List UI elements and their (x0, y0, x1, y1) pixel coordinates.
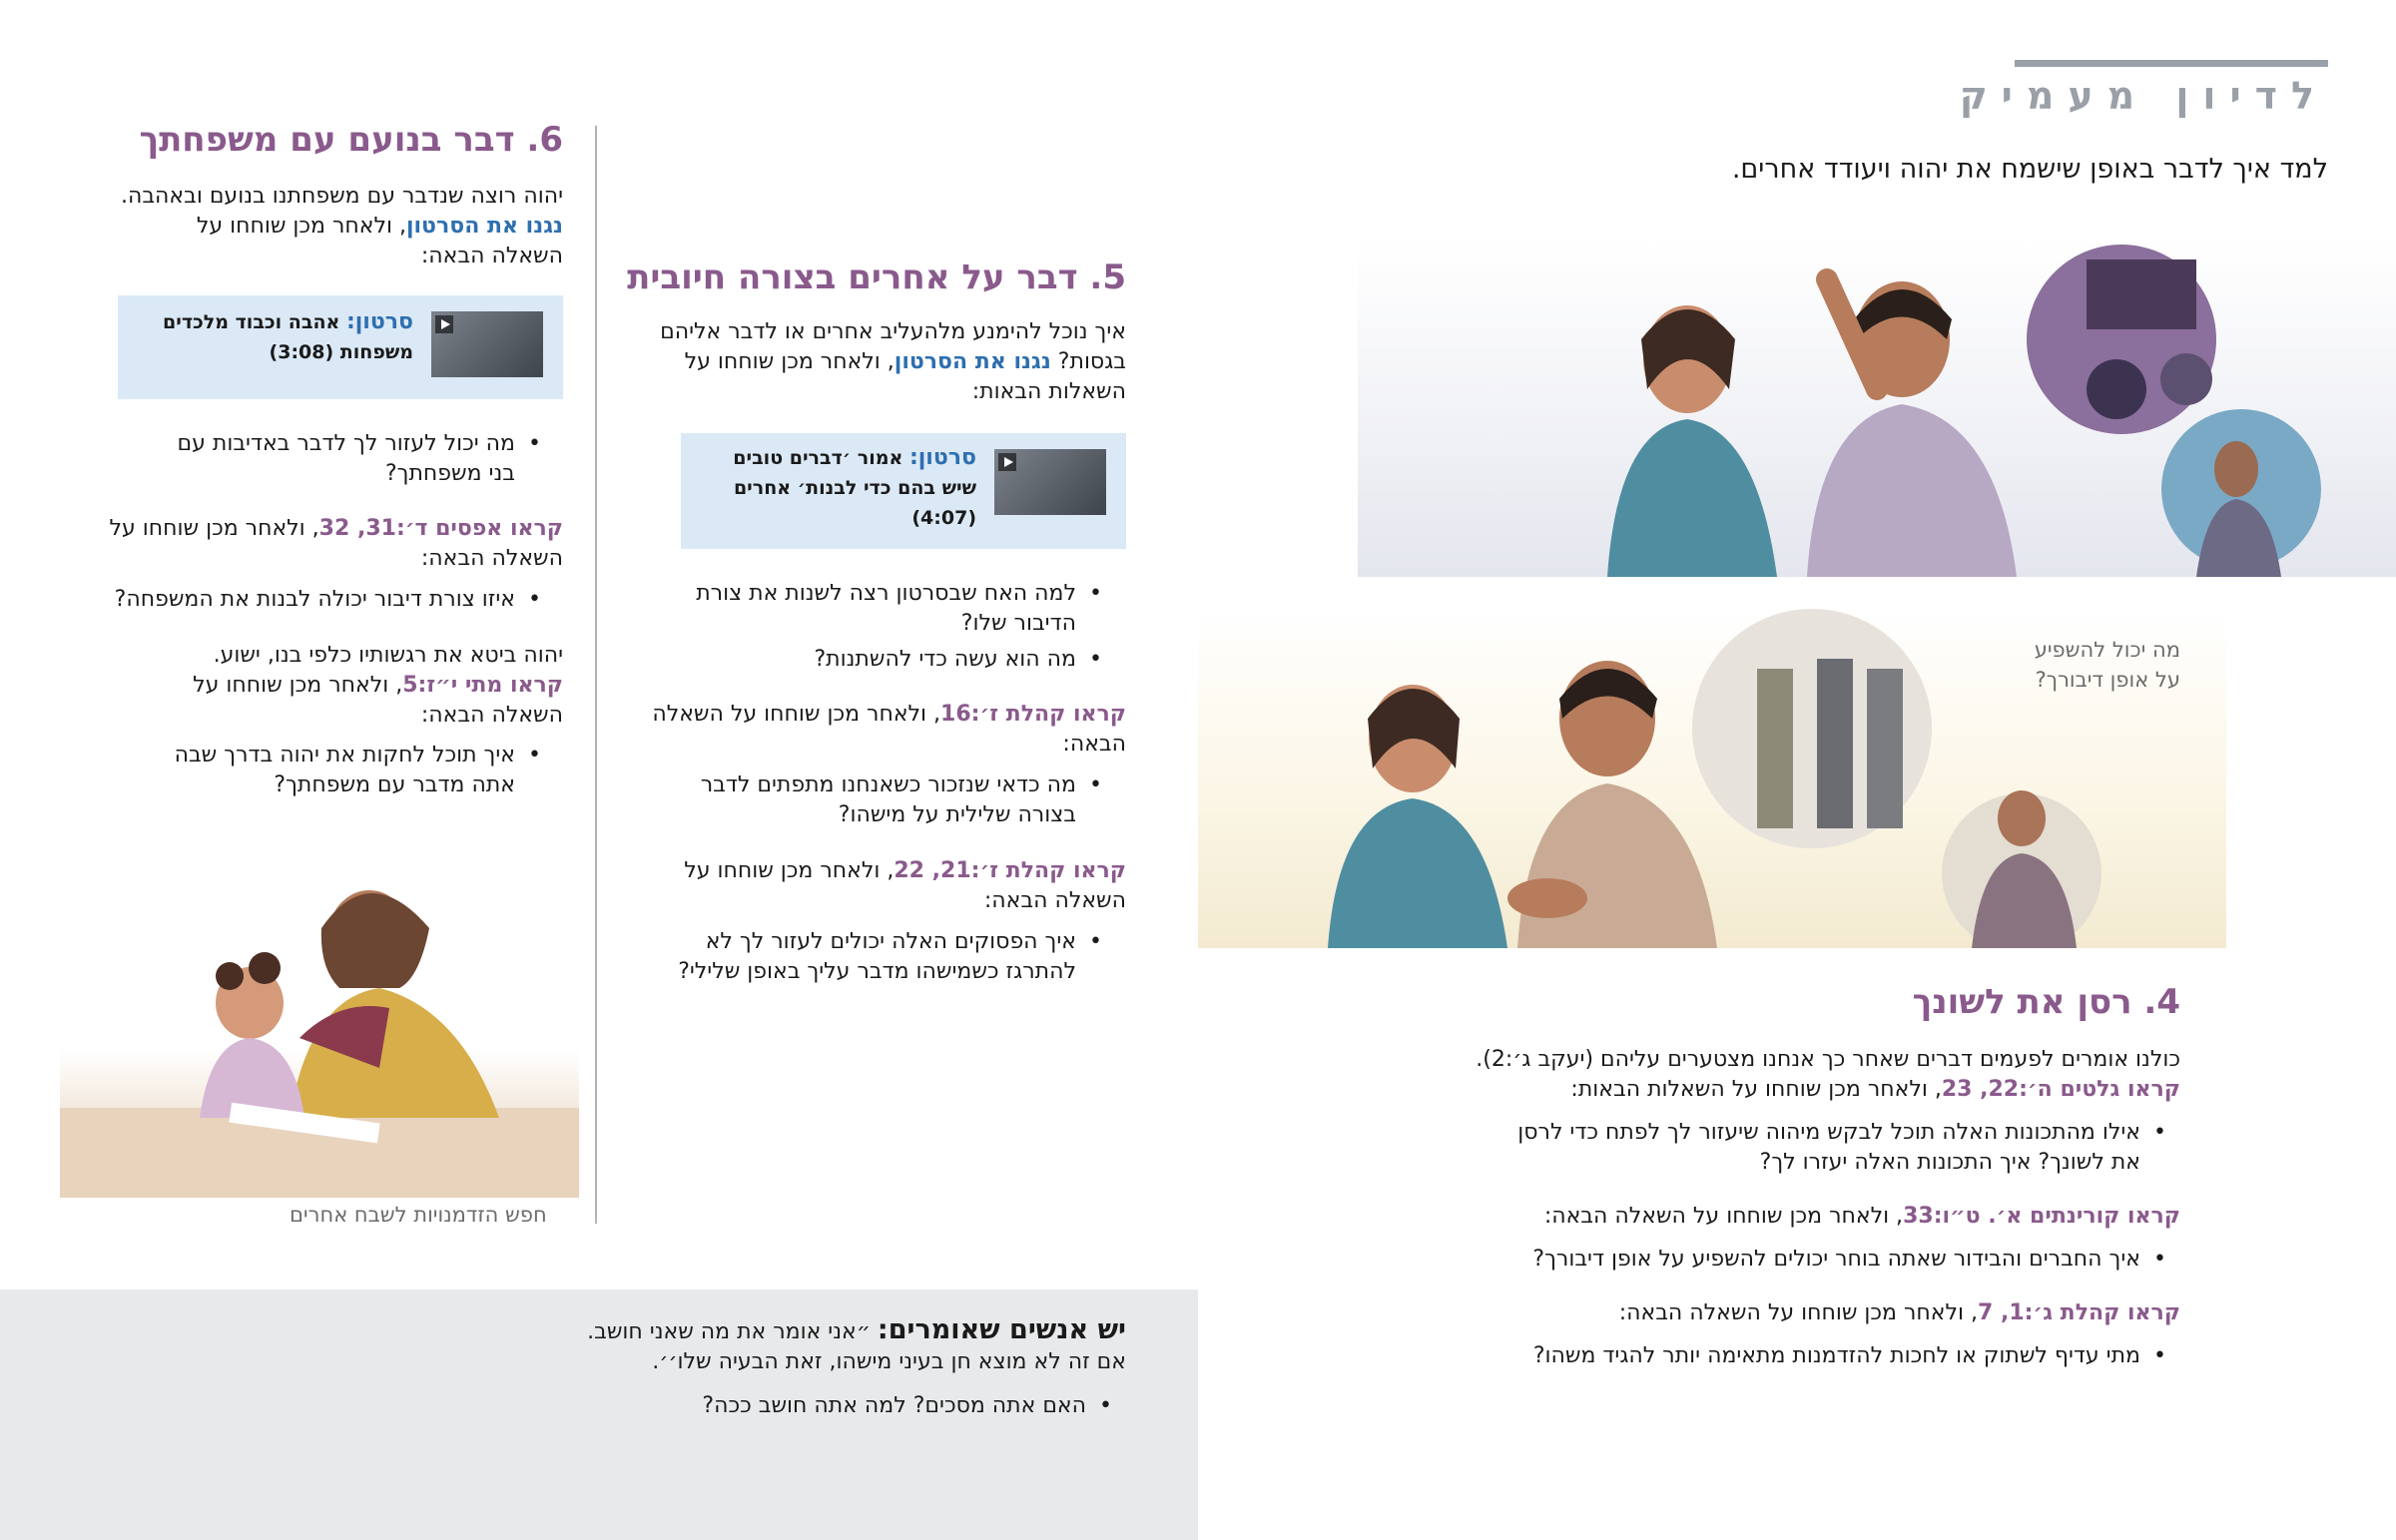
instruction-text: השאלה הבאה: (983, 888, 1126, 913)
section-5-paragraph (660, 317, 1126, 407)
question-bullet (175, 741, 515, 800)
question-line: • האם אתה מסכים? למה אתה חושב ככה? (702, 1393, 1086, 1418)
paragraph-line: יהוה רוצה שנדבר עם משפחתנו בנועם ובאהבה. (120, 184, 563, 209)
section-6-heading: 6. דבר בנועם עם משפחתך (139, 120, 563, 160)
video-title-line: שיש בהם כדי לבנות׳ אחרים (733, 477, 976, 499)
discussion-quote-line: אם זה לא מוצא חן בעיני מישהו, זאת הבעיה שלו׳׳. (652, 1349, 1126, 1374)
question-bullet (701, 770, 1076, 830)
section-5-read-2 (684, 856, 1126, 916)
illustration-caption (2035, 635, 2180, 695)
column-divider (595, 126, 597, 1224)
paragraph-line: איך נוכל להימנע מלהעליב אחרים או לדבר אליהם (660, 319, 1126, 344)
question-line: • איך תוכל לחקות את יהוה בדרך שבה (174, 743, 515, 768)
discussion-lead: יש אנשים שאומרים: (877, 1314, 1126, 1345)
play-icon[interactable] (998, 453, 1016, 471)
scripture-link[interactable]: קראו גלטים ה׳:22, 23 (1941, 1077, 2180, 1102)
scripture-link[interactable]: קראו קהלת ז׳:21, 22 (894, 858, 1126, 883)
instruction-text: , ולאחר מכן שוחחו על השאלה הבאה: (1543, 1204, 1904, 1229)
intro-text: למד איך לדבר באופן שישמח את יהוה ויעודד אחרים. (1731, 154, 2328, 185)
question-bullet (702, 1391, 1086, 1421)
video-title (733, 443, 976, 533)
video-title (163, 307, 413, 367)
illustration-arguing-couple (1358, 240, 2396, 577)
instruction-text: השאלה הבאה: (420, 546, 563, 571)
instruction-text: , ולאחר מכן שוחחו על השאלות הבאות: (1570, 1077, 1942, 1102)
paragraph-text: , ולאחר מכן שוחחו על (196, 214, 406, 239)
question-line: הדיבור שלו? (960, 611, 1076, 636)
paragraph-line (121, 212, 563, 242)
question-bullet (1532, 1245, 2140, 1275)
question-bullet (1517, 1118, 2140, 1178)
question-line: בני משפחתך? (384, 461, 515, 486)
question-line: את לשונך? איך התכונות האלה יעזרו לך? (1759, 1150, 2140, 1175)
video-box[interactable] (681, 433, 1126, 549)
illustration-caption: חפש הזדמנויות לשבח אחרים (290, 1203, 547, 1227)
paragraph-line (660, 347, 1126, 377)
paragraph-line: השאלות הבאות: (971, 379, 1126, 404)
section-5-heading: 5. דבר על אחרים בצורה חיובית (627, 257, 1126, 297)
section-4-read-1 (1570, 1075, 2180, 1105)
question-line: • מה כדאי שנזכור כשאנחנו מתפתים לדבר (700, 772, 1076, 797)
question-line: • למה האח שבסרטון רצה לשנות את צורת (696, 581, 1076, 606)
video-duration: (4:07) (911, 507, 976, 529)
question-line: בצורה שלילית על מישהו? (838, 802, 1076, 827)
question-bullet (1533, 1341, 2140, 1371)
section-6-paragraph (121, 182, 563, 271)
section-4-read-2 (1544, 1202, 2180, 1232)
scripture-link[interactable]: קראו מתי י״ז:5 (402, 673, 563, 698)
question-line: אתה מדבר עם משפחתך? (274, 772, 515, 797)
video-title-line: משפחות (3:08) (269, 341, 413, 363)
video-box[interactable] (118, 295, 563, 399)
question-bullet (115, 585, 515, 615)
question-bullet (678, 927, 1076, 987)
instruction-text: , ולאחר מכן שוחחו על (109, 516, 319, 541)
caption-line: על אופן דיבורך? (2035, 668, 2180, 692)
question-line: • מה יכול לעזור לך לדבר באדיבות עם (177, 431, 515, 456)
paragraph-text: בגסות? (1050, 349, 1126, 374)
question-bullet (178, 429, 516, 489)
scripture-link[interactable]: קראו קורינתים א׳. ט״ו:33 (1903, 1204, 2180, 1229)
question-line: • איזו צורת דיבור יכולה לבנות את המשפחה? (114, 587, 515, 612)
video-label: סרטון: (908, 445, 976, 470)
video-label: סרטון: (345, 309, 413, 334)
discussion-text (587, 1315, 1126, 1377)
play-icon[interactable] (435, 315, 453, 333)
video-title-line: אהבה וכבוד מלכדים (163, 311, 346, 333)
video-thumbnail[interactable] (431, 311, 543, 377)
discussion-quote-line: ״אני אומר את מה שאני חושב. (587, 1319, 878, 1344)
section-6-paragraph-2 (193, 641, 563, 731)
question-line: • מה הוא עשה כדי להשתנות? (814, 647, 1076, 672)
paragraph-line: יהוה ביטא את רגשותיו כלפי בנו, ישוע. (213, 643, 563, 668)
instruction-text: , ולאחר מכן שוחחו על השאלה הבאה: (1618, 1300, 1978, 1325)
play-video-link[interactable]: נגנו את הסרטון (405, 214, 563, 239)
section-4-read-3 (1619, 1298, 2180, 1328)
discussion-box (0, 1289, 1198, 1540)
page-title: לדיון מעמיק (1959, 74, 2328, 118)
paragraph-line: השאלה הבאה: (420, 244, 563, 268)
instruction-text: , ולאחר מכן שוחחו על (193, 673, 403, 698)
video-title-line: אמור ׳דברים טובים (733, 447, 909, 469)
question-line: • איך החברים והבידור שאתה בוחר יכולים להשפיע על אופן דיבורך? (1532, 1247, 2140, 1272)
scripture-link[interactable]: קראו קהלת ז׳:16 (940, 702, 1126, 727)
question-bullet (814, 645, 1076, 675)
video-thumbnail[interactable] (994, 449, 1106, 515)
question-line: • מתי עדיף לשתוק או לחכות להזדמנות מתאימה יותר להגיד משהו? (1532, 1343, 2140, 1368)
paragraph-text: , ולאחר מכן שוחחו על (684, 349, 895, 374)
section-6-read-1 (110, 514, 563, 574)
question-bullet (696, 579, 1076, 639)
section-4-heading: 4. רסן את לשונך (1912, 982, 2180, 1022)
section-4-paragraph: כולנו אומרים לפעמים דברים שאחר כך אנחנו מצטערים עליהם (יעקב ג׳:2). (1476, 1047, 2180, 1072)
instruction-text: , ולאחר מכן שוחחו על השאלה (652, 702, 941, 727)
instruction-text: , ולאחר מכן שוחחו על (684, 858, 895, 883)
header-rule (2015, 60, 2328, 67)
question-line: • איך הפסוקים האלה יכולים לעזור לך לא (705, 929, 1076, 954)
illustration-mother-child (60, 868, 579, 1198)
instruction-text: הבאה: (1062, 732, 1126, 757)
scripture-link[interactable]: קראו אפסים ד׳:31, 32 (318, 516, 563, 541)
question-line: להתרגז כשמישהו מדבר עליך באופן שלילי? (678, 959, 1076, 984)
scripture-link[interactable]: קראו קהלת ג׳:1, 7 (1977, 1300, 2180, 1325)
question-line: • אילו מהתכונות האלה תוכל לבקש מיהוה שיעזור לך לפתח כדי לרסן (1517, 1120, 2140, 1145)
play-video-link[interactable]: נגנו את הסרטון (894, 349, 1051, 374)
section-5-read-1 (652, 700, 1126, 760)
instruction-text: השאלה הבאה: (420, 703, 563, 728)
caption-line: מה יכול להשפיע (2034, 638, 2180, 662)
